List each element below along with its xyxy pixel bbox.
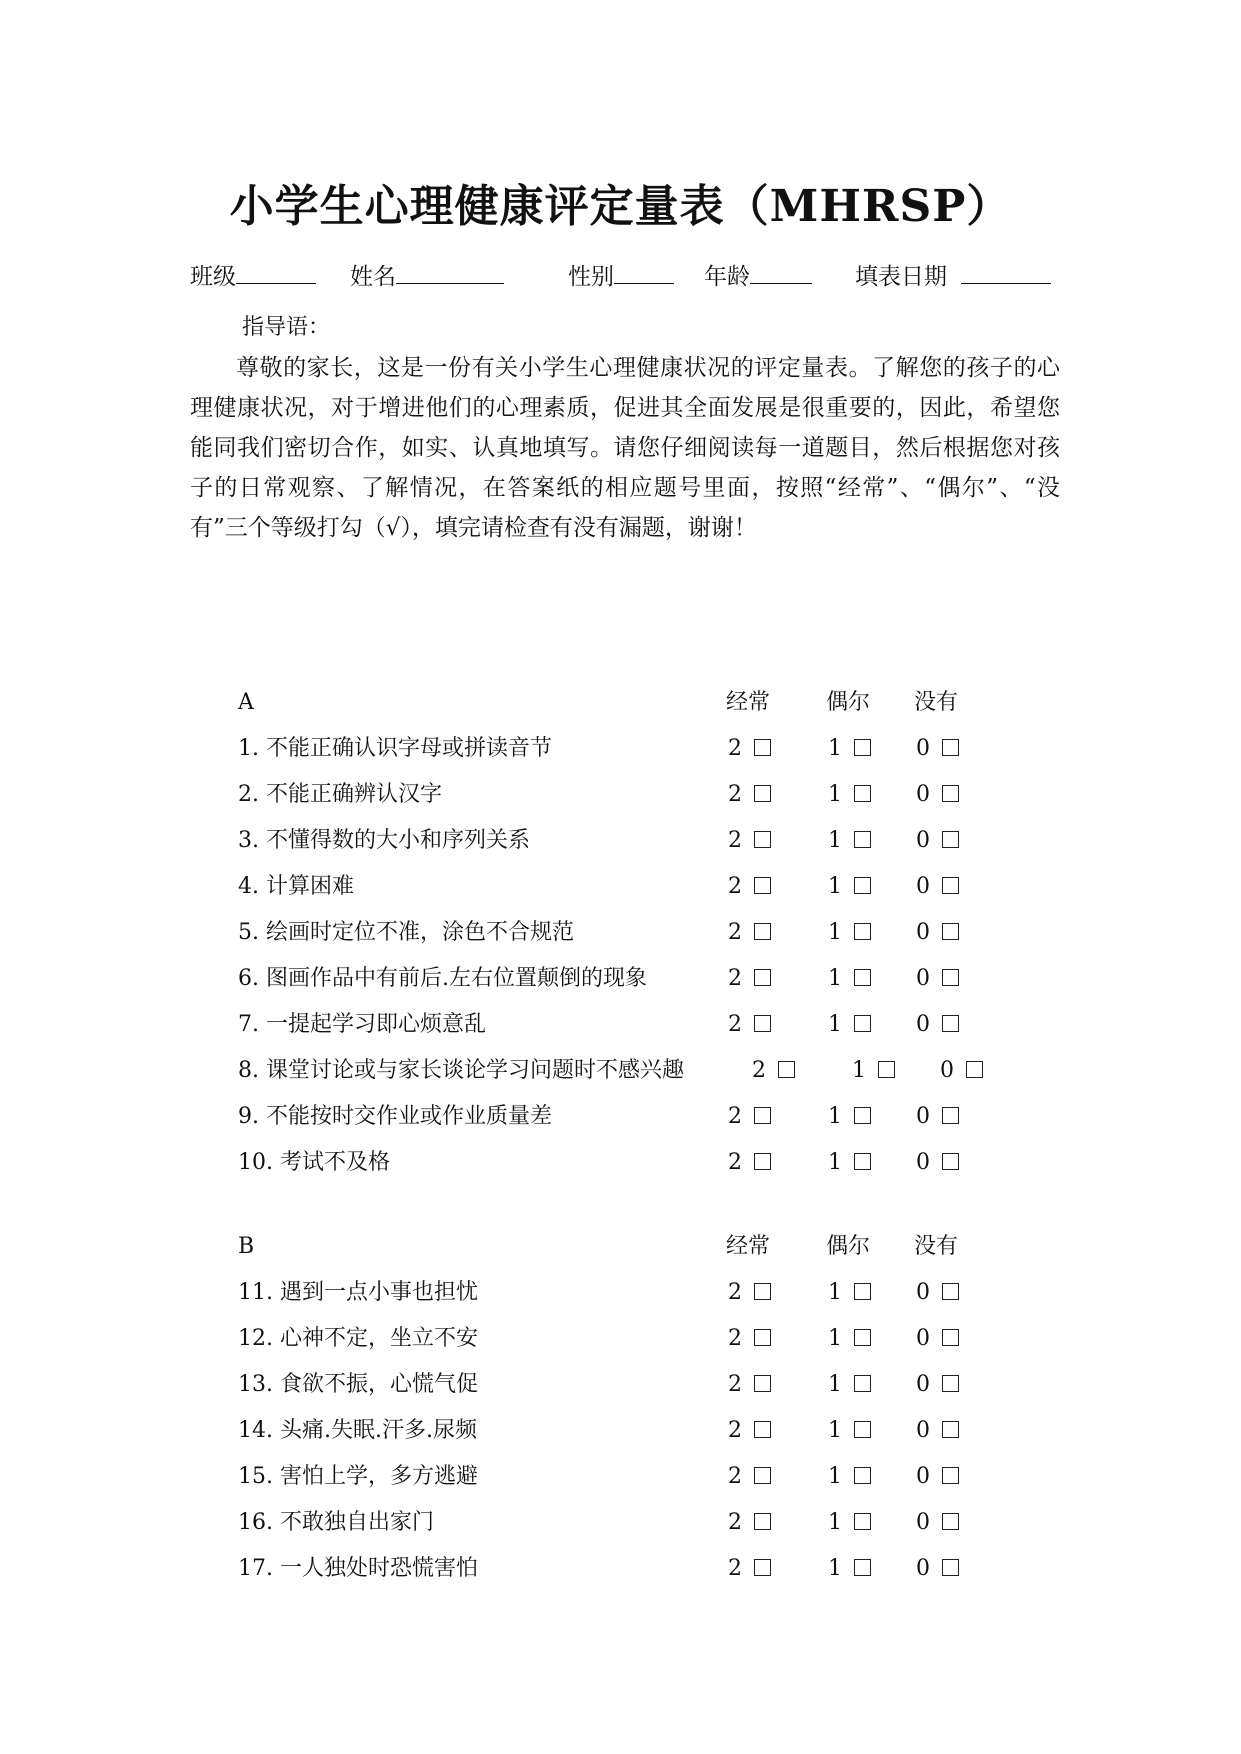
section-a [238, 680, 998, 1186]
checkbox-sometimes[interactable] [878, 1061, 895, 1078]
checkbox-sometimes[interactable] [854, 969, 871, 986]
checkbox-sometimes[interactable] [854, 1283, 871, 1300]
question-row [238, 772, 998, 818]
option-never[interactable] [916, 772, 959, 818]
option-sometimes[interactable] [828, 726, 871, 772]
option-sometimes[interactable] [828, 1270, 871, 1316]
question-row [238, 1362, 998, 1408]
checkbox-often[interactable] [754, 739, 771, 756]
option-never[interactable] [916, 818, 959, 864]
option-sometimes[interactable] [828, 1546, 871, 1592]
score-value: 0 [916, 1510, 930, 1535]
question-text: 8. 课堂讨论或与家长谈论学习问题时不感兴趣 [238, 1058, 684, 1083]
score-value: 1 [828, 736, 842, 761]
option-never[interactable] [916, 1454, 959, 1500]
score-value: 1 [828, 1418, 842, 1443]
checkbox-often[interactable] [754, 1153, 771, 1170]
checkbox-often[interactable] [754, 1375, 771, 1392]
section-letter: A [238, 690, 254, 715]
score-value: 2 [728, 1372, 742, 1397]
option-never[interactable] [916, 1140, 959, 1186]
checkbox-often[interactable] [754, 1513, 771, 1530]
intro-paragraph [190, 348, 1060, 548]
option-often[interactable] [728, 1140, 771, 1186]
name-field[interactable] [350, 258, 504, 291]
checkbox-often[interactable] [754, 831, 771, 848]
gender-blank[interactable] [614, 259, 674, 284]
option-never[interactable] [940, 1048, 983, 1094]
student-info-row [190, 258, 1060, 298]
option-never[interactable] [916, 1270, 959, 1316]
option-never[interactable] [916, 1362, 959, 1408]
score-value: 0 [916, 828, 930, 853]
option-sometimes[interactable] [828, 1408, 871, 1454]
checkbox-sometimes[interactable] [854, 1329, 871, 1346]
question-text: 1. 不能正确认识字母或拼读音节 [238, 736, 552, 761]
column-header-often: 经常 [726, 1234, 771, 1259]
option-sometimes[interactable] [828, 1140, 871, 1186]
class-label: 班级 [190, 264, 236, 290]
gender-field[interactable] [568, 258, 674, 291]
option-often[interactable] [728, 910, 771, 956]
name-label: 姓名 [350, 264, 396, 290]
checkbox-never[interactable] [942, 1421, 959, 1438]
question-text: 4. 计算困难 [238, 874, 354, 899]
option-sometimes[interactable] [828, 956, 871, 1002]
score-value: 0 [916, 1326, 930, 1351]
score-value: 1 [828, 920, 842, 945]
question-row [238, 1270, 998, 1316]
option-never[interactable] [916, 864, 959, 910]
question-row [238, 1316, 998, 1362]
checkbox-often[interactable] [754, 1421, 771, 1438]
section-letter: B [238, 1234, 255, 1259]
option-never[interactable] [916, 1546, 959, 1592]
checkbox-never[interactable] [942, 1375, 959, 1392]
date-label: 填表日期 [855, 264, 947, 290]
score-value: 0 [916, 966, 930, 991]
option-often[interactable] [728, 1362, 771, 1408]
question-text: 12. 心神不定，坐立不安 [238, 1326, 478, 1351]
question-row [238, 1454, 998, 1500]
score-value: 0 [916, 920, 930, 945]
question-row [238, 956, 998, 1002]
checkbox-often[interactable] [754, 877, 771, 894]
checkbox-never[interactable] [942, 739, 959, 756]
question-row [238, 1094, 998, 1140]
option-never[interactable] [916, 1094, 959, 1140]
checkbox-sometimes[interactable] [854, 1015, 871, 1032]
option-never[interactable] [916, 726, 959, 772]
option-sometimes[interactable] [828, 1454, 871, 1500]
question-text: 10. 考试不及格 [238, 1150, 390, 1175]
option-often[interactable] [728, 864, 771, 910]
question-row [238, 726, 998, 772]
checkbox-never[interactable] [942, 1015, 959, 1032]
checkbox-often[interactable] [754, 1107, 771, 1124]
option-often[interactable] [728, 1270, 771, 1316]
score-value: 2 [728, 1326, 742, 1351]
score-value: 1 [828, 1012, 842, 1037]
option-often[interactable] [728, 726, 771, 772]
option-sometimes[interactable] [828, 1094, 871, 1140]
score-value: 1 [828, 1556, 842, 1581]
option-sometimes[interactable] [852, 1048, 895, 1094]
checkbox-sometimes[interactable] [854, 923, 871, 940]
option-often[interactable] [728, 1316, 771, 1362]
checkbox-never[interactable] [942, 969, 959, 986]
name-blank[interactable] [396, 259, 504, 284]
question-text: 3. 不懂得数的大小和序列关系 [238, 828, 530, 853]
score-value: 2 [728, 1418, 742, 1443]
option-often[interactable] [728, 956, 771, 1002]
checkbox-never[interactable] [942, 923, 959, 940]
checkbox-sometimes[interactable] [854, 739, 871, 756]
option-often[interactable] [728, 1454, 771, 1500]
score-value: 2 [728, 1104, 742, 1129]
checkbox-sometimes[interactable] [854, 785, 871, 802]
checkbox-often[interactable] [754, 1283, 771, 1300]
question-row [238, 1002, 998, 1048]
section-header [238, 1224, 998, 1270]
checkbox-often[interactable] [754, 1559, 771, 1576]
score-value: 1 [828, 782, 842, 807]
question-text: 15. 害怕上学，多方逃避 [238, 1464, 478, 1489]
option-often[interactable] [728, 818, 771, 864]
section-b [238, 1224, 998, 1592]
checkbox-often[interactable] [754, 1329, 771, 1346]
checkbox-often[interactable] [754, 923, 771, 940]
section-header [238, 680, 998, 726]
checkbox-sometimes[interactable] [854, 1375, 871, 1392]
score-value: 1 [828, 828, 842, 853]
checkbox-never[interactable] [942, 1513, 959, 1530]
checkbox-sometimes[interactable] [854, 1107, 871, 1124]
score-value: 0 [916, 1556, 930, 1581]
option-sometimes[interactable] [828, 818, 871, 864]
score-value: 2 [728, 966, 742, 991]
guide-label: 指导语： [242, 315, 331, 340]
score-value: 1 [828, 1326, 842, 1351]
checkbox-never[interactable] [942, 1467, 959, 1484]
score-value: 2 [728, 1556, 742, 1581]
option-often[interactable] [728, 1408, 771, 1454]
date-field[interactable] [855, 258, 1051, 291]
checkbox-often[interactable] [754, 1467, 771, 1484]
score-value: 2 [728, 782, 742, 807]
option-often[interactable] [728, 772, 771, 818]
question-text: 16. 不敢独自出家门 [238, 1510, 434, 1535]
column-header-never: 没有 [914, 1234, 959, 1259]
checkbox-never[interactable] [942, 831, 959, 848]
option-sometimes[interactable] [828, 1362, 871, 1408]
score-value: 2 [728, 1510, 742, 1535]
question-text: 9. 不能按时交作业或作业质量差 [238, 1104, 552, 1129]
checkbox-sometimes[interactable] [854, 1153, 871, 1170]
checkbox-never[interactable] [966, 1061, 983, 1078]
score-value: 2 [728, 1280, 742, 1305]
score-value: 0 [916, 1372, 930, 1397]
score-value: 2 [728, 874, 742, 899]
column-header-sometimes: 偶尔 [826, 1234, 871, 1259]
option-sometimes[interactable] [828, 772, 871, 818]
intro-text: 尊敬的家长，这是一份有关小学生心理健康状况的评定量表。了解您的孩子的心理健康状况，对于增进他们的心理素质，促进其全面发展是很重要的，因此，希望您能同我们密切合作，如实、认真地填写。请您仔细阅读每一道题目，然后根据您对孩子的日常观察、了解情况，在答案纸的相应题号里面，按照“经常”、“偶尔”、“没有”三个等级打勾（√），填完请检查有没有漏题，谢谢！ [190, 355, 1060, 541]
option-sometimes[interactable] [828, 1316, 871, 1362]
score-value: 0 [916, 1150, 930, 1175]
score-value: 0 [916, 874, 930, 899]
checkbox-sometimes[interactable] [854, 877, 871, 894]
score-value: 1 [828, 966, 842, 991]
option-sometimes[interactable] [828, 864, 871, 910]
age-label: 年龄 [704, 264, 750, 290]
option-sometimes[interactable] [828, 1002, 871, 1048]
gender-label: 性别 [568, 264, 614, 290]
score-value: 0 [940, 1058, 954, 1083]
checkbox-never[interactable] [942, 877, 959, 894]
checkbox-often[interactable] [754, 1015, 771, 1032]
question-text: 13. 食欲不振，心慌气促 [238, 1372, 478, 1397]
page-title: 小学生心理健康评定量表（MHRSP） [229, 181, 1012, 232]
score-value: 1 [828, 1372, 842, 1397]
score-value: 1 [828, 1464, 842, 1489]
checkbox-never[interactable] [942, 785, 959, 802]
score-value: 2 [752, 1058, 766, 1083]
score-value: 1 [852, 1058, 866, 1083]
checkbox-often[interactable] [778, 1061, 795, 1078]
question-row [238, 1546, 998, 1592]
checkbox-sometimes[interactable] [854, 1467, 871, 1484]
score-value: 1 [828, 1280, 842, 1305]
question-row [238, 864, 998, 910]
score-value: 2 [728, 1464, 742, 1489]
question-row [238, 1140, 998, 1186]
option-never[interactable] [916, 1002, 959, 1048]
checkbox-never[interactable] [942, 1329, 959, 1346]
question-row [238, 1500, 998, 1546]
checkbox-never[interactable] [942, 1559, 959, 1576]
checkbox-sometimes[interactable] [854, 831, 871, 848]
question-text: 7. 一提起学习即心烦意乱 [238, 1012, 486, 1037]
score-value: 0 [916, 1012, 930, 1037]
checkbox-often[interactable] [754, 785, 771, 802]
score-value: 1 [828, 1104, 842, 1129]
class-blank[interactable] [236, 259, 316, 284]
option-never[interactable] [916, 1500, 959, 1546]
column-header-often: 经常 [726, 690, 771, 715]
score-value: 0 [916, 782, 930, 807]
age-field[interactable] [704, 258, 812, 291]
question-text: 11. 遇到一点小事也担忧 [238, 1280, 478, 1305]
option-often[interactable] [752, 1048, 795, 1094]
checkbox-never[interactable] [942, 1283, 959, 1300]
question-row [238, 818, 998, 864]
option-often[interactable] [728, 1500, 771, 1546]
question-text: 6. 图画作品中有前后.左右位置颠倒的现象 [238, 966, 647, 991]
score-value: 0 [916, 1418, 930, 1443]
column-header-sometimes: 偶尔 [826, 690, 871, 715]
checkbox-never[interactable] [942, 1107, 959, 1124]
score-value: 2 [728, 1150, 742, 1175]
score-value: 0 [916, 736, 930, 761]
question-row [238, 910, 998, 956]
option-sometimes[interactable] [828, 910, 871, 956]
question-text: 14. 头痛.失眠.汗多.尿频 [238, 1418, 477, 1443]
option-often[interactable] [728, 1546, 771, 1592]
class-field[interactable] [190, 258, 316, 291]
score-value: 2 [728, 920, 742, 945]
score-value: 2 [728, 828, 742, 853]
score-value: 1 [828, 1510, 842, 1535]
question-row [238, 1408, 998, 1454]
checkbox-sometimes[interactable] [854, 1513, 871, 1530]
checkbox-sometimes[interactable] [854, 1421, 871, 1438]
column-header-never: 没有 [914, 690, 959, 715]
question-text: 17. 一人独处时恐慌害怕 [238, 1556, 478, 1581]
option-sometimes[interactable] [828, 1500, 871, 1546]
checkbox-often[interactable] [754, 969, 771, 986]
option-never[interactable] [916, 1408, 959, 1454]
option-often[interactable] [728, 1002, 771, 1048]
checkbox-never[interactable] [942, 1153, 959, 1170]
score-value: 2 [728, 1012, 742, 1037]
option-often[interactable] [728, 1094, 771, 1140]
date-blank[interactable] [961, 259, 1051, 284]
question-text: 5. 绘画时定位不准，涂色不合规范 [238, 920, 574, 945]
score-value: 0 [916, 1280, 930, 1305]
question-text: 2. 不能正确辨认汉字 [238, 782, 442, 807]
question-row [238, 1048, 998, 1094]
option-never[interactable] [916, 1316, 959, 1362]
option-never[interactable] [916, 910, 959, 956]
score-value: 0 [916, 1104, 930, 1129]
score-value: 2 [728, 736, 742, 761]
checkbox-sometimes[interactable] [854, 1559, 871, 1576]
score-value: 0 [916, 1464, 930, 1489]
score-value: 1 [828, 1150, 842, 1175]
option-never[interactable] [916, 956, 959, 1002]
age-blank[interactable] [750, 259, 812, 284]
score-value: 1 [828, 874, 842, 899]
